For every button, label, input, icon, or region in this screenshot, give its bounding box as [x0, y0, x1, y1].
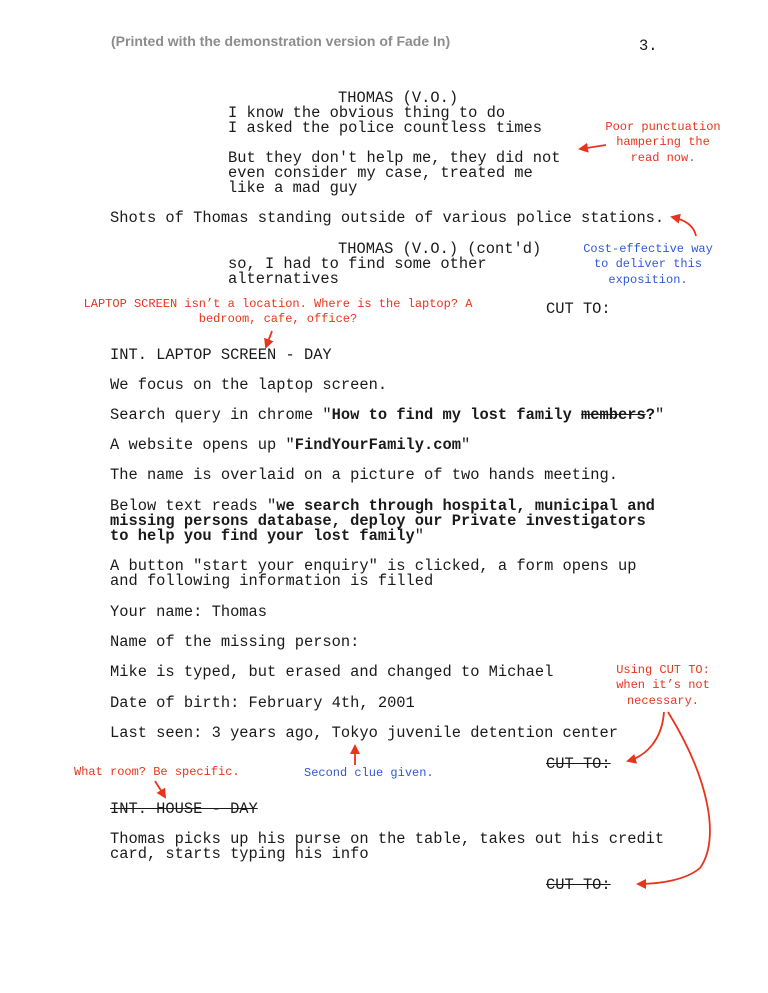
transition-cut-to: CUT TO: [546, 300, 611, 318]
action-shots: Shots of Thomas standing outside of various police stations. [110, 209, 665, 227]
scene-heading-laptop: INT. LAPTOP SCREEN - DAY [110, 346, 332, 364]
note-poor-punctuation: Poor punctuation hampering the read now. [605, 120, 721, 165]
note-second-clue: Second clue given. [304, 766, 434, 780]
arrow-punctuation [580, 145, 606, 149]
action-below-text-line: to help you find your lost family" [110, 527, 425, 545]
page-number: 3. [639, 37, 658, 55]
dialogue-line: even consider my case, treated me [228, 164, 533, 182]
character-thomas-cont: THOMAS (V.O.) (cont'd) [338, 240, 542, 258]
note-laptop-location: LAPTOP SCREEN isn’t a location. Where is the laptop? A bedroom, cafe, office? [83, 297, 473, 327]
note-cut-to: Using CUT TO: when it’s not necessary. [616, 663, 710, 708]
dialogue-line: like a mad guy [228, 179, 358, 197]
arrow-cut-to-1 [628, 712, 664, 761]
dialogue-line: so, I had to find some other [228, 255, 487, 273]
field-dob: Date of birth: February 4th, 2001 [110, 694, 415, 712]
arrow-cut-to-2 [638, 712, 710, 884]
scene-heading-house-struck: INT. HOUSE - DAY [110, 800, 258, 818]
dialogue-line: alternatives [228, 270, 339, 288]
action-purse: Thomas picks up his purse on the table, takes out his credit [110, 830, 665, 848]
transition-cut-to-struck: CUT TO: [546, 755, 611, 773]
note-what-room: What room? Be specific. [74, 765, 240, 779]
character-thomas-vo: THOMAS (V.O.) [338, 89, 459, 107]
dialogue-line: I asked the police countless times [228, 119, 543, 137]
arrow-laptop [266, 331, 272, 347]
action-button-line: and following information is filled [110, 572, 434, 590]
action-below-text: Below text reads "we search through hospital, municipal and [110, 497, 655, 515]
action-focus: We focus on the laptop screen. [110, 376, 388, 394]
field-your-name: Your name: Thomas [110, 603, 268, 621]
action-overlay: The name is overlaid on a picture of two hands meeting. [110, 466, 618, 484]
action-below-text-line: missing persons database, deploy our Private investigators [110, 512, 646, 530]
action-website: A website opens up "FindYourFamily.com" [110, 436, 471, 454]
dialogue-line: But they don't help me, they did not [228, 149, 561, 167]
action-purse-line: card, starts typing his info [110, 845, 369, 863]
arrow-cost-effective [672, 217, 696, 236]
dialogue-line: I know the obvious thing to do [228, 104, 506, 122]
action-button-line: A button "start your enquiry" is clicked, a form opens up [110, 557, 637, 575]
note-cost-effective: Cost-effective way to deliver this exposition. [583, 242, 713, 287]
arrow-what-room [155, 781, 165, 797]
transition-cut-to-struck: CUT TO: [546, 876, 611, 894]
field-last-seen: Last seen: 3 years ago, Tokyo juvenile detention center [110, 724, 618, 742]
field-mike: Mike is typed, but erased and changed to Michael [110, 663, 554, 681]
field-missing-person: Name of the missing person: [110, 633, 360, 651]
demo-watermark: (Printed with the demonstration version of Fade In) [111, 33, 451, 49]
action-search-query: Search query in chrome "How to find my lost family members?" [110, 406, 665, 424]
